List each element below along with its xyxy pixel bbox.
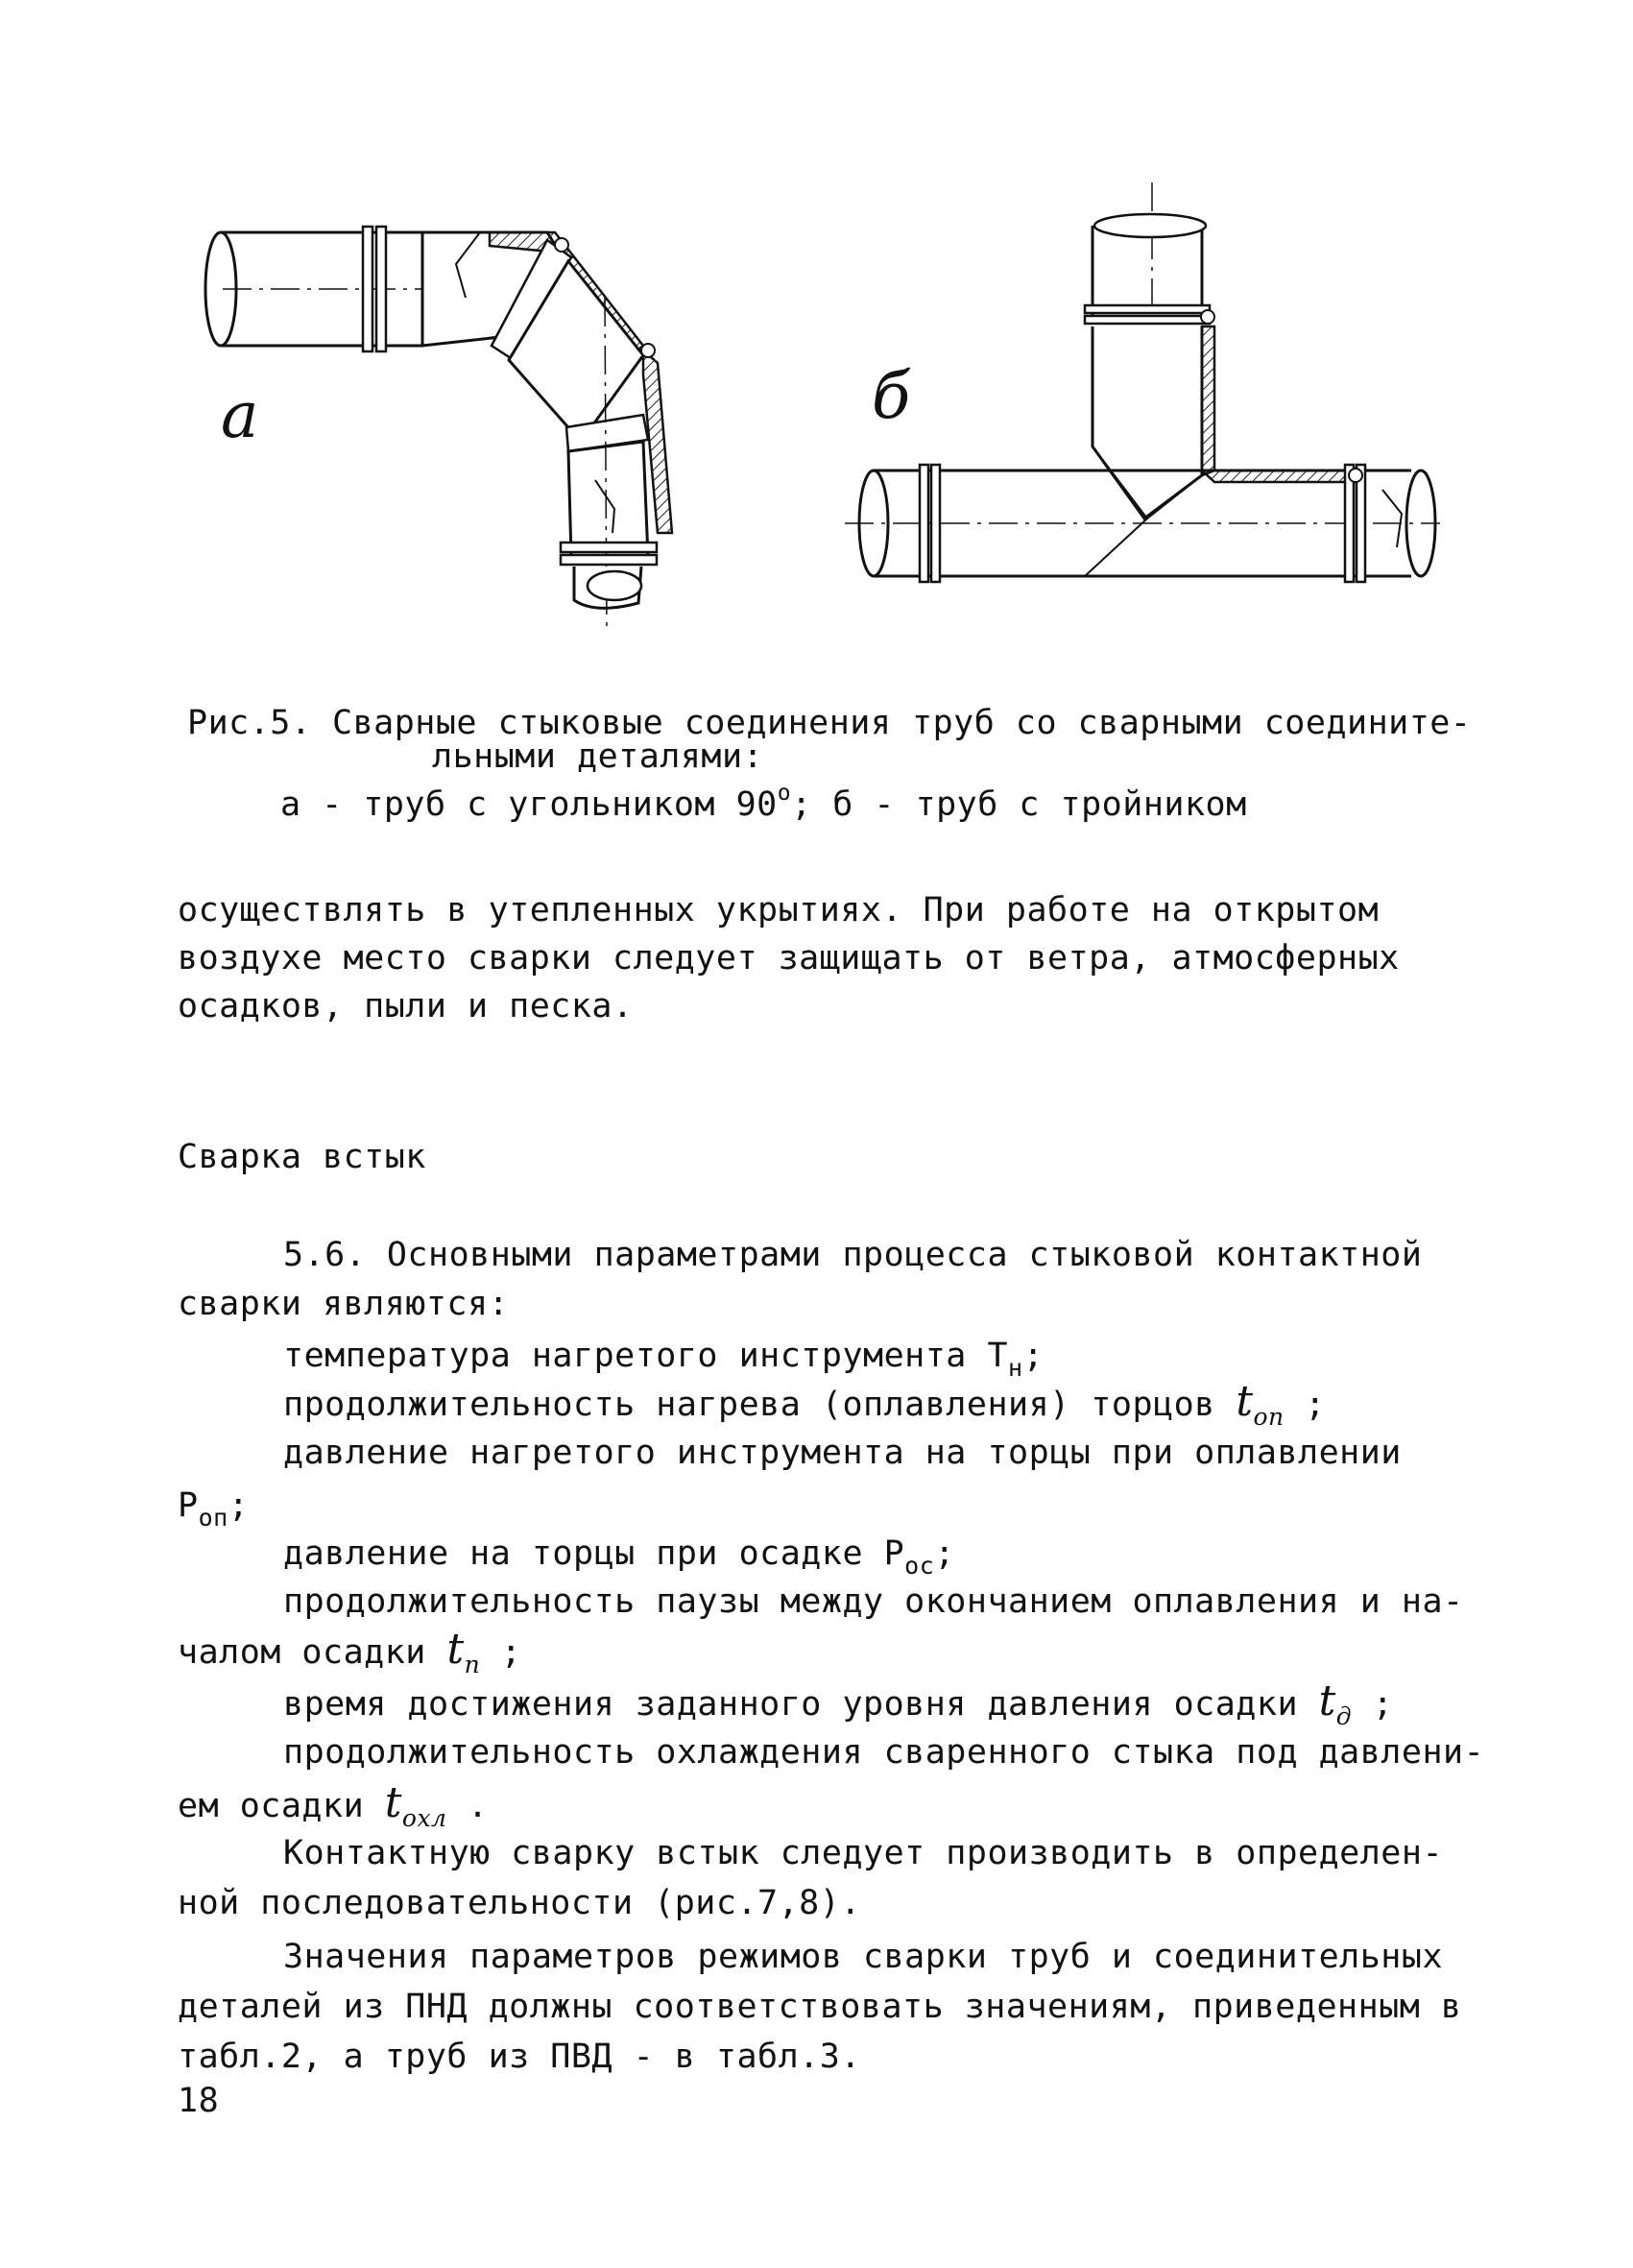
paragraph1-line3: осадков, пыли и песка. xyxy=(178,987,634,1025)
caption-part-b: ; б - труб с тройником xyxy=(791,785,1247,824)
param-rise-end: ; xyxy=(1352,1685,1394,1724)
param-cooling-line1: продолжительность охлаждения сваренного стыка под давлени- xyxy=(283,1733,1485,1772)
param-pressure-line2 xyxy=(178,1486,250,1532)
param-temperature-end: ; xyxy=(1022,1337,1045,1375)
degree-sup: о xyxy=(777,781,792,806)
page-number: 18 xyxy=(178,2082,220,2120)
section-title: Сварка встык xyxy=(178,1138,426,1176)
figure-caption-line1 xyxy=(187,704,1471,742)
figure-caption-line3 xyxy=(280,781,1247,828)
param-pause-symbol: t xyxy=(446,1625,465,1674)
param-pause-line1: продолжительность паузы между окончанием оплавления и на- xyxy=(283,1582,1464,1621)
param-heating-symbol: t xyxy=(1236,1377,1254,1426)
param-upset-sub: ос xyxy=(904,1552,935,1580)
param-pause-text: чалом осадки xyxy=(178,1633,447,1672)
param-cooling-sub: охл xyxy=(401,1804,447,1832)
figure-caption-line2: льными деталями: xyxy=(432,737,764,776)
caption-text-1: Рис.5. Сварные стыковые соединения труб со сварными соедините- xyxy=(187,704,1472,742)
param-temperature xyxy=(283,1337,1045,1382)
param-pause-end: ; xyxy=(480,1633,522,1672)
figure-a-label: а xyxy=(221,378,259,452)
paragraph1-line2: воздухе место сварки следует защищать от ветра, атмосферных xyxy=(178,939,1400,977)
param-upset-text: давление на торцы при осадке Р xyxy=(283,1534,905,1573)
param-pressure-line1: давление нагретого инструмента на торцы при оплавлении xyxy=(283,1434,1402,1472)
param-rise-text: время достижения заданного уровня давления осадки xyxy=(283,1685,1319,1724)
param-upset-pressure xyxy=(283,1534,955,1580)
param-heating-end: ; xyxy=(1284,1386,1326,1424)
param-cooling-line2 xyxy=(178,1778,489,1832)
param-pressure-sub: оп xyxy=(198,1504,228,1532)
param-pressure-rise-time xyxy=(283,1677,1394,1730)
figure-tee-diagram xyxy=(845,182,1440,605)
contact-welding-line2: ной последовательности (рис.7,8). xyxy=(178,1884,861,1922)
param-pressure-symbol: Р xyxy=(178,1486,199,1525)
param-pause-line2 xyxy=(178,1625,522,1678)
param-rise-sub: д xyxy=(1335,1702,1353,1730)
param-heating-duration xyxy=(283,1377,1326,1431)
intro-line1: 5.6. Основными параметрами процесса стыковой контактной xyxy=(283,1236,1423,1274)
param-heating-text: продолжительность нагрева (оплавления) торцов xyxy=(283,1386,1237,1424)
param-upset-end: ; xyxy=(934,1534,955,1573)
values-line1: Значения параметров режимов сварки труб и соединительных xyxy=(283,1938,1444,1976)
param-cooling-symbol: t xyxy=(384,1778,402,1827)
contact-welding-line1: Контактную сварку встык следует производить в определен- xyxy=(283,1834,1444,1872)
figure-elbow-diagram xyxy=(192,192,730,634)
param-temperature-text: температура нагретого инструмента Т xyxy=(283,1337,1009,1375)
param-cooling-text: ем осадки xyxy=(178,1787,385,1825)
param-pause-sub: п xyxy=(464,1651,481,1678)
caption-part-a: а - труб с угольником 90 xyxy=(280,785,778,824)
values-line3: табл.2, а труб из ПВД - в табл.3. xyxy=(178,2038,861,2076)
paragraph1-line1: осуществлять в утепленных укрытиях. При работе на открытом xyxy=(178,891,1380,929)
param-cooling-end: . xyxy=(446,1787,489,1825)
param-heating-sub: оп xyxy=(1253,1403,1285,1431)
intro-line2: сварки являются: xyxy=(178,1285,510,1323)
param-pressure-end: ; xyxy=(228,1486,250,1525)
param-temperature-sub: н xyxy=(1008,1354,1023,1382)
param-rise-symbol: t xyxy=(1318,1677,1336,1725)
values-line2: деталей из ПНД должны соответствовать значениям, приведенным в xyxy=(178,1988,1462,2026)
figure-b-label: б xyxy=(872,359,911,433)
